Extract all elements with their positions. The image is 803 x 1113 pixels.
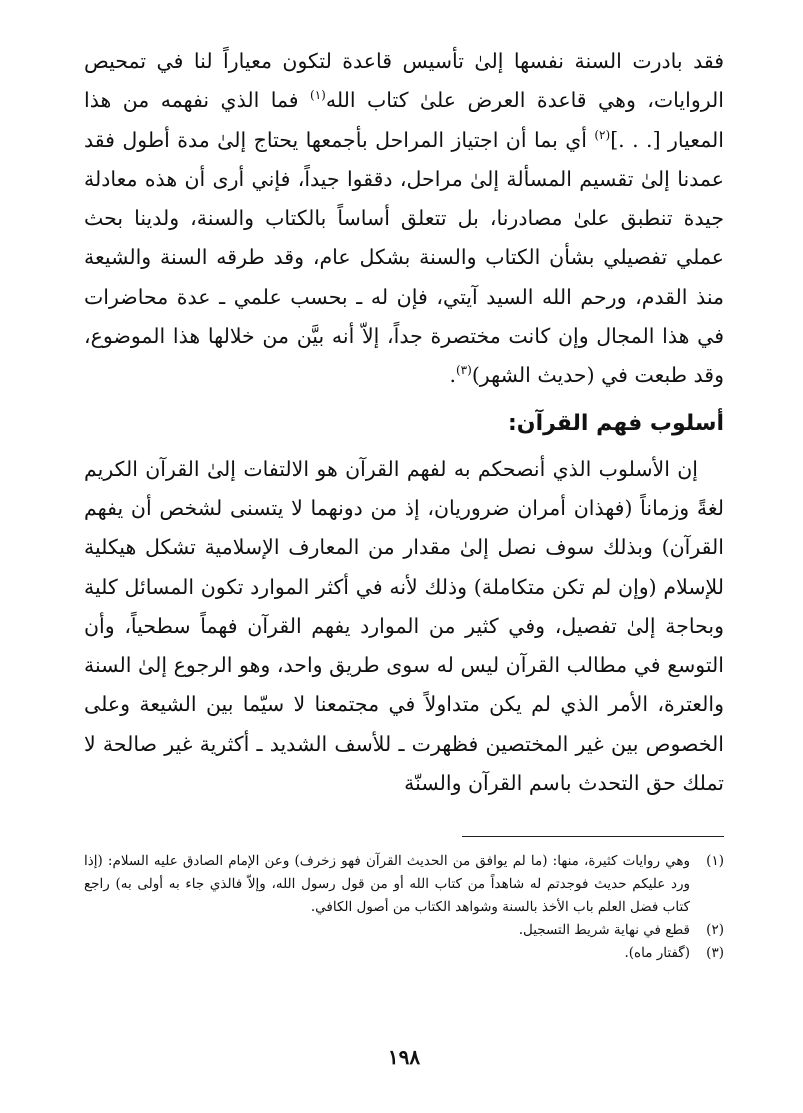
footnote-2-text: قطع في نهاية شريط التسجيل. [518,922,690,938]
footnote-3-mark: (٣) [706,945,724,961]
footnote-1-mark: (١) [706,853,724,869]
footnote-reference-3: (٣) [455,363,472,378]
paragraph-1 [84,42,724,396]
footnote-reference-1: (١) [310,88,326,103]
footnote-1 [84,850,724,919]
footnote-reference-2: (٢) [594,127,611,142]
footnote-separator [462,836,724,837]
section-heading: أسلوب فهم القرآن: [508,410,724,436]
paragraph-1-text-b: فما الذي نفهمه من هذا المعيار [. . .] [84,88,724,152]
footnote-3 [84,942,724,965]
footnote-3-text: (گفتار ماه). [624,945,690,961]
footnotes [84,850,724,965]
paragraph-1-text-d: . [449,363,456,388]
footnote-1-text: وهي روايات كثيرة، منها: (ما لم يوافق من الحديث القرآن فهو زخرف) وعن الإمام الصادق عليه السلام: (إذا ورد عليكم حديث فوجدتم له شاهداً من كتاب الله أو من قول رسول الله، وإلاّ فالذي جاء به أولى به) راجع كتاب فضل العلم باب الأخذ بالسنة وشواهد الكتاب من أصول الكافي. [84,853,690,915]
page-number: ١٩٨ [387,1045,421,1069]
book-page [84,42,724,1082]
paragraph-1-text-a: فقد بادرت السنة نفسها إلىٰ تأسيس قاعدة لتكون معياراً لنا في تمحيص الروايات، وهي قاعدة العرض علىٰ كتاب الله [84,49,724,113]
paragraph-2 [84,450,724,804]
footnote-2-mark: (٢) [706,922,724,938]
paragraph-2-text: إن الأسلوب الذي أنصحكم به لفهم القرآن هو الالتفات إلىٰ القرآن الكريم لغةً وزماناً (فهذان أمران ضروريان، إذ من دونهما لا يتسنى لشخص أن يفهم القرآن) وبذلك سوف نصل إلىٰ مقدار من المعارف الإسلامية تشكل هيكلية للإسلام (وإن لم تكن متكاملة) وذلك لأنه في أكثر الموارد تكون المسائل كلية وبحاجة إلىٰ تفصيل، وفي كثير من الموارد يفهم القرآن فهماً سطحياً، وأن التوسع في مطالب القرآن ليس له سوى طريق واحد، وهو الرجوع إلىٰ السنة والعترة، الأمر الذي لم يكن متداولاً في مجتمعنا لا سيّما بين الشيعة وعلى الخصوص بين غير المختصين فظهرت ـ للأسف الشديد ـ أكثرية غير صالحة لا تملك حق التحدث باسم القرآن والسنّة [84,456,724,796]
paragraph-1-text-c: أي بما أن اجتياز المراحل بأجمعها يحتاج إلىٰ مدة أطول فقد عمدنا إلىٰ تقسيم المسألة إلىٰ مراحل، دققوا جيداً، فإني أرى أن هذه معادلة جيدة تنطبق علىٰ مصادرنا، بل تتعلق أساساً بالكتاب والسنة، ولدينا بحث عملي تفصيلي بشأن الكتاب والسنة بشكل عام، وقد طرقه السنة والشيعة منذ القدم، ورحم الله السيد آيتي، فإن له ـ بحسب علمي ـ عدة محاضرات في هذا المجال وإن كانت مختصرة جداً، إلاّ أنه بيَّن من خلالها هذا الموضوع، وقد طبعت في (حديث الشهر) [84,127,724,388]
footnote-2 [84,919,724,942]
